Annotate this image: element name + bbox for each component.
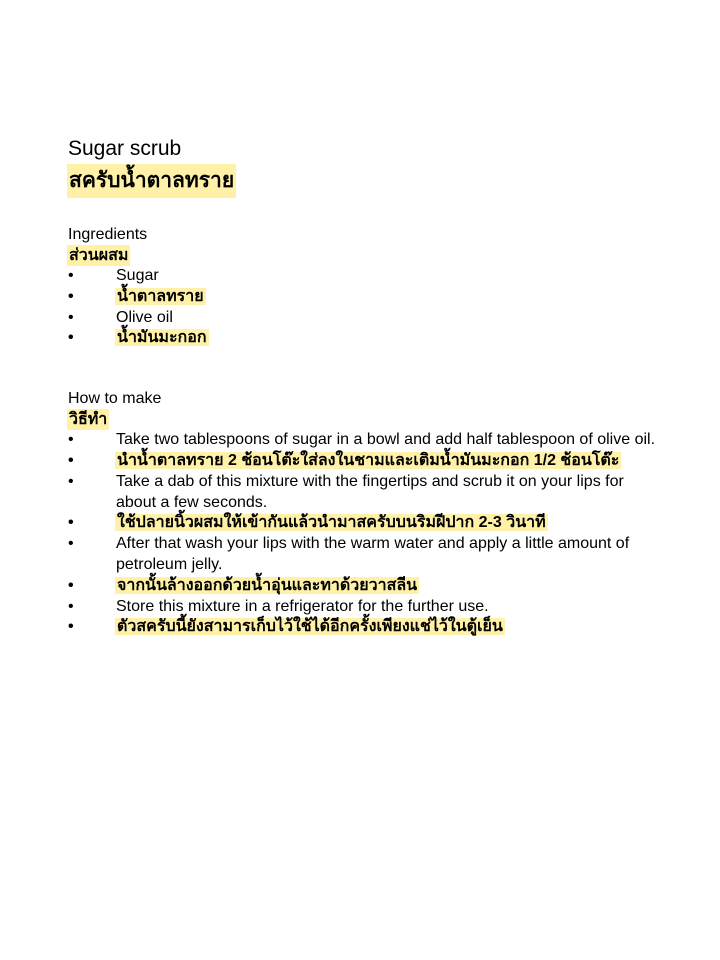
step-item: [68, 451, 668, 472]
step-item: [68, 513, 668, 534]
bullet-icon: •: [68, 267, 74, 284]
ingredient-item-text: น้ำมันมะกอก: [117, 329, 207, 347]
step-item-text: นำน้ำตาลทราย 2 ช้อนโต๊ะใส่ลงในชามและเติมน้ำมันมะกอก 1/2 ช้อนโต๊ะ: [117, 451, 620, 469]
bullet-icon: •: [68, 535, 74, 553]
ingredient-item: [68, 328, 668, 349]
step-item-text: Store this mixture in a refrigerator for the further use.: [116, 597, 489, 615]
how-to-heading-thai: วิธีทำ: [69, 411, 108, 429]
step-item-text: จากนั้นล้างออกด้วยน้ำอุ่นและทาด้วยวาสลีน: [117, 576, 418, 594]
steps-list: [68, 430, 668, 638]
step-item: [68, 576, 668, 597]
ingredients-heading-english: Ingredients: [68, 226, 148, 243]
ingredient-item-text: น้ำตาลทราย: [117, 287, 204, 305]
step-item: [68, 472, 668, 514]
step-item-text: ตัวสครับนี้ยังสามารเก็บไว้ใช้ได้อีกครั้งเพียงแช่ไว้ในตู้เย็น: [117, 618, 503, 636]
ingredient-item: [68, 266, 668, 287]
step-item: [68, 534, 668, 576]
step-item: [68, 597, 668, 618]
ingredient-item-text: Olive oil: [116, 308, 173, 326]
bullet-icon: •: [68, 597, 74, 615]
bullet-icon: •: [68, 576, 74, 594]
bullet-icon: •: [68, 451, 74, 469]
step-item: [68, 430, 668, 451]
how-to-heading-english: How to make: [68, 390, 162, 408]
bullet-icon: •: [68, 472, 74, 490]
title-english: Sugar scrub: [68, 137, 182, 160]
ingredient-item-text: Sugar: [116, 267, 159, 284]
step-item-text: Take a dab of this mixture with the fingertips and scrub it on your lips for about a few seconds.: [116, 472, 624, 511]
bullet-icon: •: [68, 431, 74, 449]
step-item: [68, 617, 668, 638]
step-item-text: ใช้ปลายนิ้วผสมให้เข้ากันแล้วนำมาสครับบนริมฝีปาก 2-3 วินาที: [117, 514, 546, 532]
document-body: [68, 136, 668, 638]
step-item-text: Take two tablespoons of sugar in a bowl and add half tablespoon of olive oil.: [116, 431, 656, 449]
bullet-icon: •: [68, 287, 74, 305]
ingredients-heading-thai: ส่วนผสม: [69, 247, 129, 264]
bullet-icon: •: [68, 514, 74, 532]
ingredients-list: [68, 266, 668, 349]
bullet-icon: •: [68, 618, 74, 636]
ingredient-item: [68, 308, 668, 329]
ingredient-item: [68, 287, 668, 308]
bullet-icon: •: [68, 329, 74, 347]
step-item-text: After that wash your lips with the warm water and apply a little amount of petroleum jelly.: [116, 535, 630, 573]
title-thai: สครับน้ำตาลทราย: [67, 164, 236, 198]
bullet-icon: •: [68, 308, 74, 326]
